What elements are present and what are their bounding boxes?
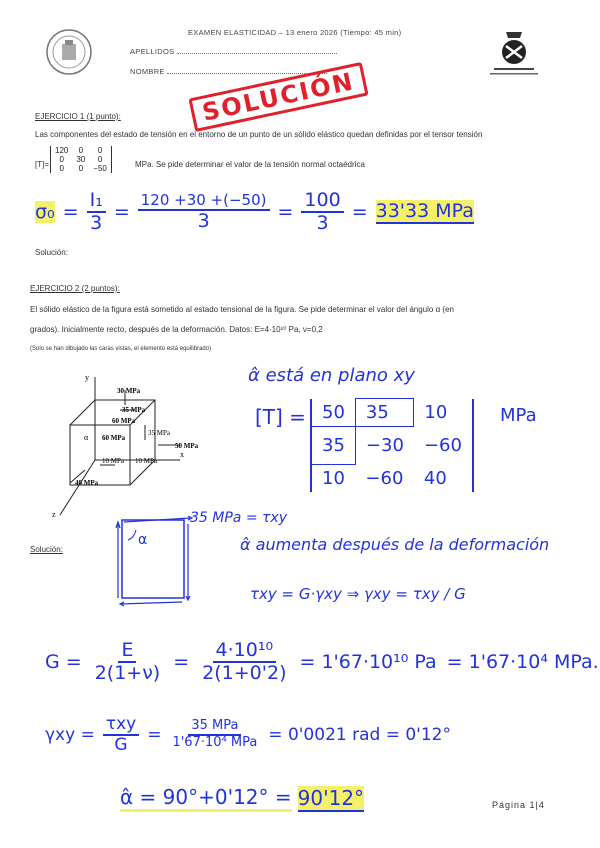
label-40mpa: 40 MPa — [75, 479, 99, 487]
label-35mpa-top: 35 MPa — [122, 406, 146, 414]
apellidos-field: APELLIDOS — [130, 45, 337, 56]
axis-x: x — [180, 450, 184, 459]
axis-y: y — [85, 373, 89, 382]
stress-cube-diagram — [40, 365, 220, 525]
nombre-field: NOMBRE — [130, 65, 327, 76]
tensor-unit: MPa — [500, 405, 537, 426]
ex1-statement: Las componentes del estado de tensión en el entorno de un punto de un sólido elástico quedan definidas por el tensor tensión — [35, 130, 483, 139]
school-logo — [484, 28, 544, 83]
tau-equation: τxy = G·γxy ⇒ γxy = τxy / G — [250, 585, 466, 603]
tensor-matrix: 50 35 10 35 −30 −60 10 −60 40 — [310, 398, 474, 492]
tensor-label: [T] = — [255, 405, 306, 429]
g-equation: G = $\frac{E}{2(1+\nu)}$ = $\frac{\text{4·10¹⁰}}{2(1+0'2)}$ = 1'67·10¹⁰ Pa = 1'67·10⁴ MPa. — [45, 639, 599, 684]
final-equation: α̂ = 90°+0'12° = 90'12° — [120, 785, 364, 812]
ex1-matrix-tail: MPa. Se pide determinar el valor de la tensión normal octaédrica — [135, 160, 365, 169]
ex2-note: (Solo se han dibujado las caras vistas, el elemento está equilibrado) — [30, 346, 212, 352]
gamma-equation: γxy = $\frac{\text{τxy}}{G}$ = $\frac{\text{35 MPa}}{\text{1'67·10⁴ MPa}}$ = 0'0021 rad = 0'12° — [45, 714, 451, 755]
label-10mpa-a: 10 MPa — [102, 457, 124, 465]
ex2-statement-2: grados). Inicialmente recto, después de la deformación. Datos: E=4·10¹⁰ Pa, ν=0,2 — [30, 325, 323, 334]
solucion-stamp: SOLUCIÓN — [188, 62, 368, 132]
ex2-statement-1: El sólido elástico de la figura está sometido al estado tensional de la figura. Se pide determinar el valor del ángulo α (en — [30, 305, 454, 314]
sigma-oct: σ₀ — [35, 200, 55, 223]
ex1-result: 33'33 MPa — [375, 199, 474, 222]
ex2-title: EJERCICIO 2 (2 puntos): — [30, 284, 120, 293]
page-number: Página 1|4 — [492, 800, 545, 810]
label-50mpa: 50 MPa — [175, 442, 199, 450]
shear-square-sketch — [110, 510, 200, 610]
label-60mpa-front: 60 MPa — [102, 434, 126, 442]
label-10mpa-b: 10 MPa — [135, 457, 157, 465]
label-30mpa: 30 MPa — [117, 387, 141, 395]
label-60mpa-top: 60 MPa — [112, 417, 136, 425]
final-result: 90'12° — [297, 785, 365, 810]
alpha-increases-note: α̂ aumenta después de la deformación — [240, 535, 550, 554]
i1-over-3: $\frac{\text{I₁}}{3}$ — [87, 190, 106, 234]
ex1-matrix-label: [T]= — [35, 160, 50, 169]
tau-xy-label: 35 MPa = τxy — [190, 510, 287, 526]
label-alpha: α — [84, 433, 89, 442]
ex1-title: EJERCICIO 1 (1 punto): — [35, 112, 121, 121]
hundred-over-3: $\frac{100}{3}$ — [301, 190, 343, 234]
ex1-matrix: 120 0 0 0 30 0 0 0 −50 — [50, 146, 112, 173]
alpha-plane-note: α̂ está en plano xy — [248, 365, 415, 386]
sketch-alpha: α — [138, 532, 148, 548]
ex1-solucion-label: Solución: — [35, 248, 68, 257]
sum-over-3: $\frac{120 +30 +(-50)}{3}$ — [138, 192, 270, 231]
axis-z: z — [52, 510, 56, 519]
exam-title: EXAMEN ELASTICIDAD – 13 enero 2026 (Tiempo: 45 min) — [188, 28, 402, 37]
university-seal — [45, 28, 93, 76]
label-35mpa-side: 35 MPa — [148, 429, 170, 437]
ex1-equation: σ₀ = $\frac{\text{I₁}}{3}$ = $\frac{120 +30 +(-50)}{3}$ = $\frac{100}{3}$ = 33'33 MPa — [35, 189, 474, 234]
ex2-solucion-label: Solución: — [30, 545, 63, 554]
